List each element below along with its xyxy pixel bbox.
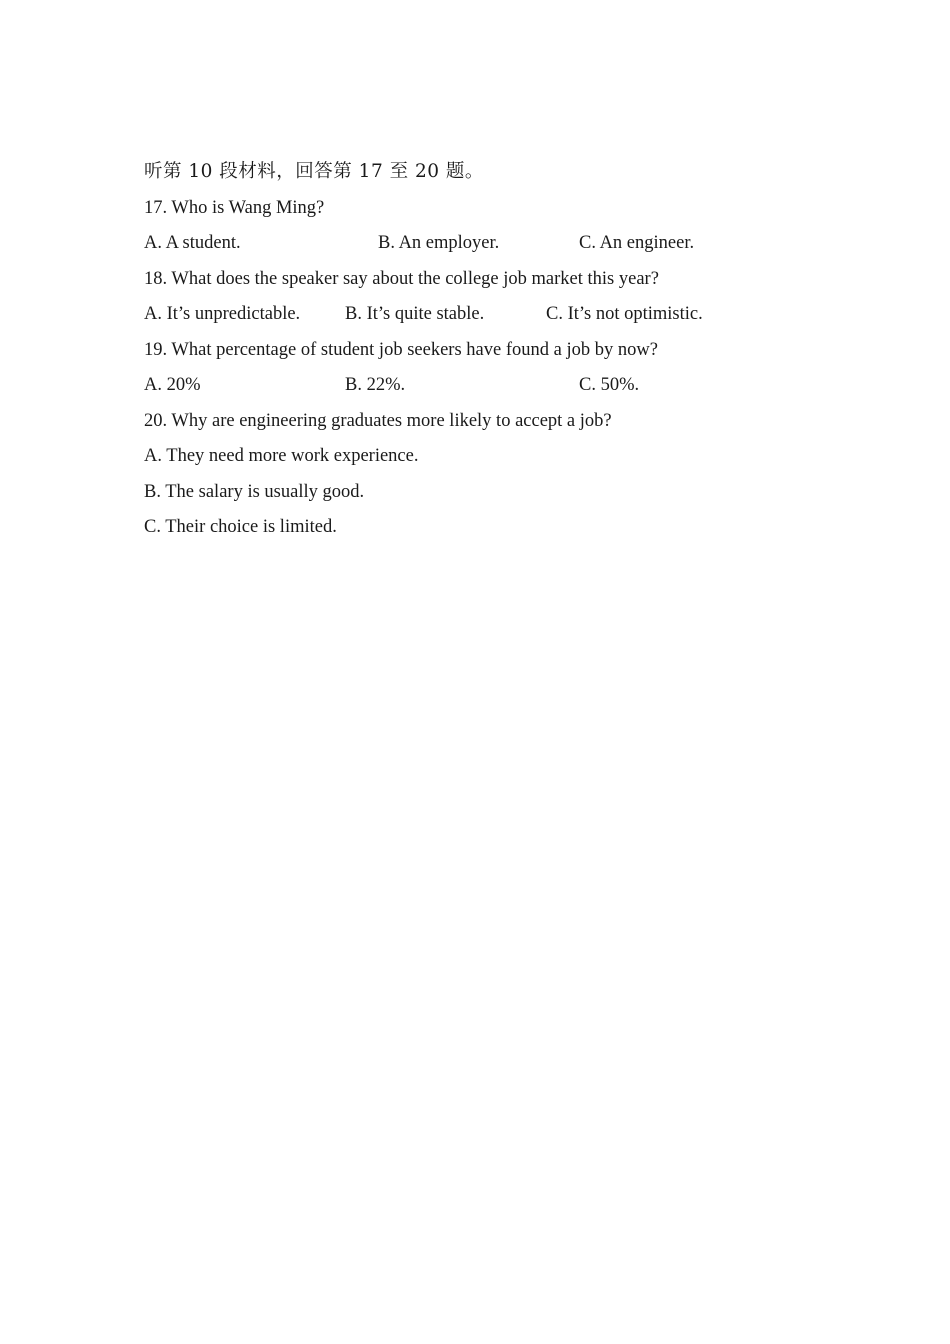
question-17-option-b: B. An employer. <box>378 233 500 253</box>
section-heading: 听第 10 段材料，回答第 17 至 20 题。 <box>144 161 484 182</box>
question-17-option-c: C. An engineer. <box>579 233 695 253</box>
question-20-stem: 20. Why are engineering graduates more likely to accept a job? <box>144 411 612 431</box>
question-19-option-c: C. 50%. <box>579 375 640 395</box>
question-19-stem: 19. What percentage of student job seekers have found a job by now? <box>144 340 658 360</box>
question-18-option-a: A. It’s unpredictable. <box>144 304 301 324</box>
question-17-option-a: A. A student. <box>144 233 241 253</box>
question-18-option-b: B. It’s quite stable. <box>345 304 485 324</box>
question-18-stem: 18. What does the speaker say about the college job market this year? <box>144 269 659 289</box>
question-20-option-c: C. Their choice is limited. <box>144 517 337 537</box>
question-18-option-c: C. It’s not optimistic. <box>546 304 703 324</box>
question-19-option-b: B. 22%. <box>345 375 406 395</box>
question-17-stem: 17. Who is Wang Ming? <box>144 198 325 218</box>
question-20-option-a: A. They need more work experience. <box>144 446 419 466</box>
question-20-option-b: B. The salary is usually good. <box>144 482 365 502</box>
question-19-option-a: A. 20% <box>144 375 201 395</box>
